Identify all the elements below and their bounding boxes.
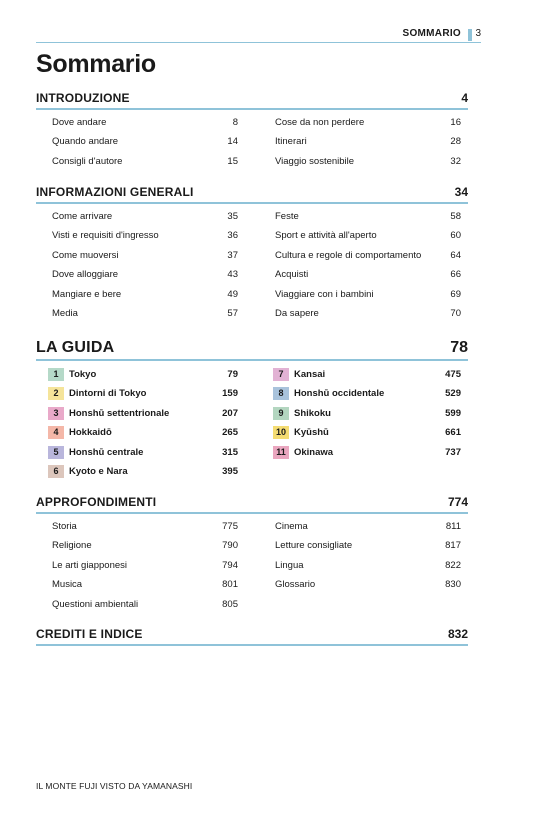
page-title: Sommario	[36, 50, 156, 78]
section-header[interactable]	[36, 627, 468, 646]
toc-entry-page: 70	[450, 307, 461, 319]
section-title: CREDITI E INDICE	[36, 627, 143, 641]
toc-entry[interactable]	[275, 207, 461, 226]
toc-entry-page: 32	[450, 155, 461, 167]
toc-entry[interactable]	[48, 384, 238, 403]
toc-entry[interactable]	[273, 404, 461, 423]
section-crediti-e-indice	[36, 627, 468, 646]
toc-entry-page: 817	[445, 540, 461, 552]
toc-entry-page: 58	[450, 211, 461, 222]
toc-entry[interactable]	[48, 462, 238, 481]
chapter-number-badge: 10	[273, 426, 289, 439]
toc-entry[interactable]	[275, 536, 461, 555]
toc-column-right	[275, 113, 461, 171]
toc-column-right	[273, 365, 461, 462]
toc-entry-page: 8	[232, 117, 238, 128]
toc-entry[interactable]	[52, 226, 238, 245]
toc-entry-label: Le arti giapponesi	[52, 559, 127, 571]
toc-entry-label: Viaggiare con i bambini	[275, 288, 374, 300]
toc-entry-page: 811	[445, 521, 461, 532]
section-header[interactable]	[36, 185, 468, 204]
toc-entry[interactable]	[48, 423, 238, 442]
toc-entry[interactable]	[275, 575, 461, 594]
toc-entry[interactable]	[273, 384, 461, 403]
toc-entry-page: 159	[222, 388, 238, 400]
toc-entry[interactable]	[275, 226, 461, 245]
toc-entry[interactable]	[48, 443, 238, 462]
toc-entry-label: Cose da non perdere	[275, 117, 365, 128]
running-header	[36, 27, 481, 43]
toc-entry[interactable]	[48, 404, 238, 423]
toc-entry[interactable]	[52, 113, 238, 132]
toc-entry-label: Hokkaidō	[69, 427, 112, 439]
toc-entry-page: 599	[445, 407, 461, 419]
toc-entry[interactable]	[52, 265, 238, 284]
toc-entry-label: Itinerari	[275, 136, 307, 148]
toc-entry-page: 822	[445, 559, 461, 571]
toc-entry-page: 529	[445, 388, 461, 400]
chapter-number-badge: 6	[48, 465, 64, 478]
accent-bar	[468, 29, 472, 41]
toc-entry-label: Dove alloggiare	[52, 269, 119, 281]
toc-entry-page: 475	[445, 369, 461, 380]
toc-entry[interactable]	[52, 285, 238, 304]
toc-entry-label: Viaggio sostenibile	[275, 155, 355, 167]
toc-entry-page: 794	[222, 559, 238, 571]
toc-entry-label: Shikoku	[294, 407, 331, 419]
section-approfondimenti	[36, 495, 468, 617]
toc-entry[interactable]	[273, 365, 461, 384]
toc-entry[interactable]	[273, 443, 461, 462]
toc-entry[interactable]	[275, 304, 461, 323]
toc-entry-label: Honshū centrale	[69, 446, 144, 458]
toc-entry-label: Media	[52, 307, 78, 319]
toc-entry[interactable]	[275, 517, 461, 536]
toc-entry-page: 790	[222, 540, 238, 552]
section-page: 4	[461, 91, 468, 105]
photo-caption: IL MONTE FUJI VISTO DA YAMANASHI	[36, 781, 193, 791]
toc-entry-page: 207	[222, 407, 238, 419]
section-page: 832	[447, 627, 468, 641]
section-title: LA GUIDA	[36, 339, 115, 356]
toc-entry-page: 775	[222, 521, 238, 532]
toc-entry-page: 36	[227, 230, 238, 242]
toc-entry-label: Tokyo	[69, 369, 97, 380]
toc-entry[interactable]	[48, 365, 238, 384]
toc-entry[interactable]	[52, 575, 238, 594]
toc-entry[interactable]	[275, 265, 461, 284]
toc-entry-label: Lingua	[275, 559, 304, 571]
toc-entry-page: 661	[445, 427, 461, 439]
toc-entries	[36, 113, 468, 175]
toc-entry-label: Visti e requisiti d'ingresso	[52, 230, 159, 242]
toc-entry[interactable]	[273, 423, 461, 442]
toc-entry-label: Letture consigliate	[275, 540, 353, 552]
section-title: INFORMAZIONI GENERALI	[36, 185, 194, 199]
toc-entry-page: 43	[227, 269, 238, 281]
toc-entry-page: 57	[227, 307, 238, 319]
toc-entry-page: 35	[227, 211, 238, 222]
toc-entry-page: 49	[227, 288, 238, 300]
toc-entry[interactable]	[52, 246, 238, 265]
toc-entry-label: Honshū occidentale	[294, 388, 385, 400]
toc-entry[interactable]	[52, 152, 238, 171]
toc-entry-page: 66	[450, 269, 461, 281]
toc-entry[interactable]	[52, 207, 238, 226]
toc-entry-label: Da sapere	[275, 307, 319, 319]
toc-entries	[36, 365, 468, 485]
section-page: 34	[454, 185, 468, 199]
chapter-number-badge: 3	[48, 407, 64, 420]
toc-entry[interactable]	[275, 132, 461, 151]
toc-entry-page: 16	[450, 117, 461, 128]
toc-entry-label: Dove andare	[52, 117, 107, 128]
toc-entry-page: 265	[222, 427, 238, 439]
toc-entry-label: Dintorni di Tokyo	[69, 388, 147, 400]
section-page: 774	[447, 495, 468, 509]
toc-entry[interactable]	[52, 304, 238, 323]
toc-entry-page: 15	[227, 155, 238, 167]
section-header[interactable]	[36, 495, 468, 514]
toc-column-right	[275, 207, 461, 323]
chapter-number-badge: 5	[48, 446, 64, 459]
section-header[interactable]	[36, 91, 468, 110]
chapter-number-badge: 7	[273, 368, 289, 381]
running-title: SOMMARIO	[402, 28, 461, 39]
toc-entry[interactable]	[275, 246, 461, 265]
section-page: 78	[450, 339, 468, 356]
toc-entry-label: Feste	[275, 211, 299, 222]
toc-entry-label: Musica	[52, 579, 83, 591]
toc-entry-page: 395	[222, 465, 238, 477]
toc-entry-label: Come muoversi	[52, 249, 119, 261]
toc-entry[interactable]	[275, 556, 461, 575]
toc-entry-label: Cultura e regole di comportamento	[275, 249, 422, 261]
toc-entries	[36, 207, 468, 327]
toc-entry-label: Storia	[52, 521, 77, 532]
chapter-number-badge: 2	[48, 387, 64, 400]
toc-entry-label: Glossario	[275, 579, 316, 591]
toc-entry-label: Kyoto e Nara	[69, 465, 128, 477]
toc-entry-label: Sport e attività all'aperto	[275, 230, 377, 242]
toc-entry-page: 28	[450, 136, 461, 148]
section-la-guida	[36, 338, 468, 485]
toc-entry[interactable]	[52, 556, 238, 575]
toc-entry-label: Questioni ambientali	[52, 598, 139, 610]
toc-entry[interactable]	[52, 536, 238, 555]
toc-entry-page: 79	[227, 369, 238, 380]
toc-entry[interactable]	[275, 113, 461, 132]
toc-entry-page: 14	[227, 136, 238, 148]
toc-column-left	[52, 113, 238, 171]
toc-entry-page: 801	[222, 579, 238, 591]
toc-column-right	[275, 517, 461, 595]
chapter-number-badge: 8	[273, 387, 289, 400]
toc-entry[interactable]	[52, 517, 238, 536]
toc-entry-label: Consigli d'autore	[52, 155, 123, 167]
toc-entry-label: Mangiare e bere	[52, 288, 122, 300]
section-informazioni-generali	[36, 185, 468, 327]
toc-entry-label: Cinema	[275, 521, 308, 532]
toc-entry-page: 805	[222, 598, 238, 610]
chapter-number-badge: 1	[48, 368, 64, 381]
toc-entry-label: Okinawa	[294, 446, 334, 458]
toc-entry-page: 60	[450, 230, 461, 242]
toc-entry-page: 37	[227, 249, 238, 261]
toc-entry-label: Quando andare	[52, 136, 119, 148]
toc-entries	[36, 517, 468, 617]
toc-entry-label: Kyūshū	[294, 427, 329, 439]
chapter-number-badge: 11	[273, 446, 289, 459]
toc-entry[interactable]	[52, 595, 238, 614]
section-title: INTRODUZIONE	[36, 91, 130, 105]
section-introduzione	[36, 91, 468, 175]
section-title: APPROFONDIMENTI	[36, 495, 157, 509]
toc-entry-page: 315	[222, 446, 238, 458]
page-number: 3	[475, 28, 481, 39]
toc-entry-label: Come arrivare	[52, 211, 113, 222]
toc-entry-page: 69	[450, 288, 461, 300]
chapter-number-badge: 4	[48, 426, 64, 439]
toc-entry-label: Kansai	[294, 369, 326, 380]
toc-entry[interactable]	[275, 152, 461, 171]
toc-entry-page: 64	[450, 249, 461, 261]
chapter-number-badge: 9	[273, 407, 289, 420]
toc-entry-label: Religione	[52, 540, 92, 552]
toc-entry-page: 737	[445, 446, 461, 458]
section-header[interactable]	[36, 338, 468, 361]
toc-entry-label: Honshū settentrionale	[69, 407, 170, 419]
toc-column-left	[52, 517, 238, 614]
toc-column-left	[48, 365, 238, 481]
toc-column-left	[52, 207, 238, 323]
toc-entry-label: Acquisti	[275, 269, 309, 281]
toc-entry[interactable]	[52, 132, 238, 151]
toc-entry-page: 830	[445, 579, 461, 591]
toc-entry[interactable]	[275, 285, 461, 304]
